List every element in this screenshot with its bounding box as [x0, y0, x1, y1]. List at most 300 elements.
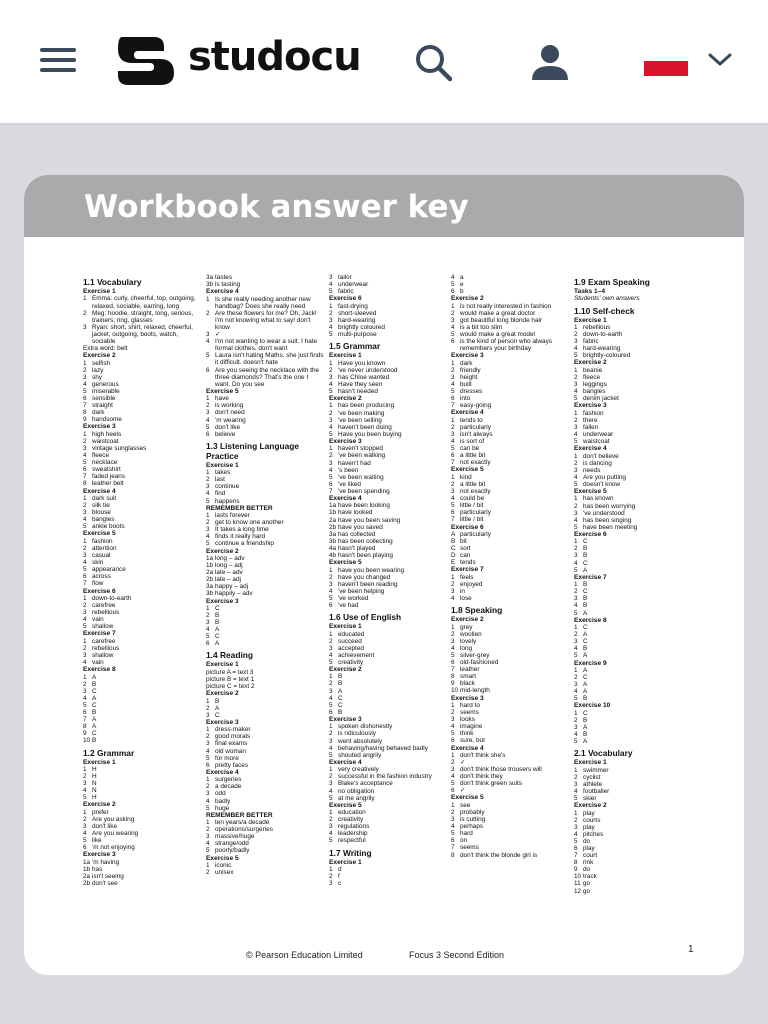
answer-text: enjoyed [460, 580, 483, 588]
answer-text: B [215, 619, 220, 627]
answer-line [451, 574, 571, 581]
answer-line [83, 367, 201, 374]
section-heading: 1.5 Grammar [329, 341, 381, 352]
answer-number: 3 [83, 822, 87, 830]
answer-number: 4 [83, 380, 87, 388]
answer-number: 1 [83, 494, 87, 502]
answer-line [574, 724, 692, 731]
answer-text: don't need [215, 409, 245, 417]
answer-line [451, 367, 571, 374]
answer-line [451, 381, 571, 388]
answer-number: 1 [206, 697, 210, 705]
answer-number: 5 [329, 794, 333, 802]
answer-number: 3 [451, 716, 455, 724]
answer-text: selfish [92, 359, 111, 367]
exercise-heading: Exercise 5 [329, 559, 362, 567]
answer-text: is the kind of person who always remembers your birthday [460, 338, 553, 353]
answer-line [206, 605, 324, 612]
answer-text: hard-wearing [583, 345, 621, 353]
answer-text: play [583, 823, 595, 831]
answer-text: B [583, 581, 588, 589]
answer-number: 1 [329, 302, 333, 310]
answer-number: 4 [329, 787, 333, 795]
answer-number: 1 [574, 709, 578, 717]
answer-line [206, 833, 324, 840]
exercise-heading: Exercise 7 [83, 630, 116, 638]
answer-text: don't like [215, 423, 241, 431]
answer-line [574, 552, 692, 559]
answer-line [329, 880, 447, 887]
answer-number: 3 [451, 373, 455, 381]
answer-number: 1b [206, 562, 214, 570]
answer-number: 3 [83, 609, 87, 617]
exercise-heading: Exercise 6 [83, 587, 116, 595]
answer-text: for more [215, 754, 239, 762]
answer-line [451, 509, 571, 516]
answer-text: B [583, 552, 588, 560]
answer-text: 've worked [338, 594, 369, 602]
brand-name[interactable]: studocu [188, 34, 361, 80]
answer-text: sort [460, 545, 471, 553]
answer-text: multi-purpose [338, 331, 377, 339]
answer-text: waistcoat [92, 437, 119, 445]
answer-text: have been looking [338, 502, 390, 510]
answer-number: 4 [451, 323, 455, 331]
answer-text: fabric [583, 338, 599, 346]
answer-text: ankle boots [92, 523, 125, 531]
answer-number: 3a [206, 274, 214, 281]
exercise-heading: Exercise 6 [574, 530, 607, 538]
answer-text: is ridiculously [338, 730, 377, 738]
answer-number: 2 [329, 680, 333, 688]
answer-number: 4 [329, 587, 333, 595]
search-icon[interactable] [411, 42, 455, 82]
answer-line [451, 324, 571, 331]
answer-text: haven't had [338, 459, 371, 467]
answer-number: 6 [451, 288, 455, 296]
answer-number: 4 [329, 423, 333, 431]
answer-note: picture A = text 3 [206, 668, 254, 676]
answer-number: 1 [329, 359, 333, 367]
answer-number: 5 [451, 730, 455, 738]
answer-text: is tasting [215, 281, 241, 289]
exercise-heading: Exercise 1 [206, 461, 239, 469]
answer-number: 4 [206, 533, 210, 541]
answer-text: don't think the blonde girl is [460, 851, 538, 859]
exercise-heading: Exercise 4 [206, 768, 239, 776]
answer-number: 2 [83, 309, 87, 317]
answer-line [329, 602, 447, 609]
answer-number: 10 [83, 737, 91, 745]
answer-line [83, 495, 201, 502]
answer-line [451, 716, 571, 723]
answer-number: 1 [574, 766, 578, 774]
answer-number: 7 [451, 516, 455, 524]
answer-text: skin [92, 559, 104, 567]
answer-line [329, 574, 447, 581]
answer-line [206, 826, 324, 833]
answer-number: 2a [83, 872, 91, 880]
answer-number: 4 [329, 744, 333, 752]
answer-number: 2 [451, 709, 455, 717]
answer-text: vintage sunglasses [92, 445, 147, 452]
answer-number: 1 [451, 473, 455, 481]
answer-line [574, 667, 692, 674]
exercise-heading: Exercise 5 [574, 488, 607, 495]
answer-text: is cutting [460, 816, 486, 824]
answer-text: fleece [583, 373, 601, 381]
user-icon[interactable] [528, 42, 572, 82]
answer-text: needs [583, 466, 601, 474]
answer-text: A [92, 716, 97, 724]
answer-number: 6 [206, 761, 210, 769]
answer-text: accepted [338, 644, 364, 652]
answer-text: kind [460, 473, 472, 481]
exercise-heading: Exercise 4 [329, 758, 362, 766]
answer-number: A [451, 530, 456, 538]
answer-line [574, 474, 692, 481]
answer-line [329, 873, 447, 880]
answer-number: 7 [329, 487, 333, 495]
answer-text: A [583, 609, 588, 617]
answer-line [451, 787, 571, 794]
answer-line [206, 819, 324, 826]
answer-number: 3 [574, 595, 578, 603]
answer-text: necklace [92, 459, 118, 467]
answer-line [329, 695, 447, 702]
answer-text: final exams [215, 740, 248, 748]
answer-text: haven't been doing [338, 423, 392, 431]
answer-line [83, 602, 201, 609]
answer-line [206, 633, 324, 640]
answer-line [574, 338, 692, 345]
answer-text: c [338, 880, 342, 888]
answer-text: court [583, 852, 598, 860]
exercise-heading: Exercise 4 [451, 744, 484, 752]
answer-number: 5 [451, 830, 455, 838]
answer-line [451, 395, 571, 402]
answer-text: play [583, 845, 595, 852]
answer-line [451, 531, 571, 538]
answer-text: 'm not enjoying [92, 844, 135, 852]
chevron-down-icon[interactable] [705, 50, 735, 70]
answer-text: could be [460, 495, 485, 503]
answer-number: 1 [83, 673, 87, 681]
answer-text: cyclist [583, 773, 601, 781]
answer-number: 6 [83, 573, 87, 581]
answer-text: H [92, 765, 97, 773]
answer-text: Are these flowers for me? Oh, Jack! I'm not knowing what to say! don't know [215, 309, 317, 331]
answer-line [451, 816, 571, 823]
answer-line [451, 474, 571, 481]
answer-text: A [92, 694, 97, 702]
answer-number: 1 [83, 430, 87, 438]
answer-line [329, 745, 447, 752]
answer-text: B [338, 708, 343, 716]
answer-line [83, 787, 201, 794]
answer-line [574, 710, 692, 717]
answer-text: lovely [460, 637, 477, 645]
answer-text: short-sleeved [338, 309, 377, 317]
answer-line [206, 712, 324, 719]
answer-number: 3 [329, 316, 333, 324]
answer-line [83, 730, 201, 737]
answer-line [83, 523, 201, 530]
answer-text: B [583, 695, 588, 703]
answer-line [574, 388, 692, 395]
answer-text: dark suit [92, 494, 117, 502]
answer-line [451, 417, 571, 424]
answer-text: late – adv [215, 569, 243, 577]
answer-line [451, 438, 571, 445]
answer-text: haven't stopped [338, 445, 383, 453]
studocu-logo-icon[interactable] [114, 35, 178, 87]
answer-line [451, 281, 571, 288]
answer-number: 5 [451, 388, 455, 396]
answer-line [83, 374, 201, 381]
answer-line [574, 581, 692, 588]
answer-line [83, 438, 201, 445]
answer-line [451, 659, 571, 666]
answer-text: silver-grey [460, 651, 490, 659]
answer-text: fleece [92, 452, 110, 460]
answer-line [574, 510, 692, 517]
answer-text: tailor [338, 274, 352, 281]
answer-number: 1 [329, 809, 333, 817]
answer-line [451, 809, 571, 816]
answer-number: 3b [206, 590, 214, 598]
answer-line [206, 733, 324, 740]
answer-text: haven't been reading [338, 580, 398, 588]
answer-text: d [338, 865, 342, 873]
answer-text: lazy [92, 366, 104, 374]
answer-text: vain [92, 659, 104, 667]
answer-line [574, 817, 692, 824]
answer-number: 4b [329, 552, 337, 560]
answer-number: 1 [329, 402, 333, 410]
exercise-heading: Exercise 2 [83, 801, 116, 809]
language-flag-icon[interactable] [644, 61, 688, 76]
section-heading: 1.6 Use of English [329, 612, 402, 623]
answer-number: 1 [329, 566, 333, 574]
answer-text: don't like [92, 822, 118, 830]
answer-number: 3b [329, 537, 337, 545]
answer-column [83, 274, 201, 887]
answer-text: A [583, 652, 588, 660]
answer-line [206, 490, 324, 497]
answer-number: 4 [206, 797, 210, 805]
answer-number: 5 [329, 837, 333, 845]
answer-line [329, 816, 447, 823]
answer-line [329, 809, 447, 816]
answer-number: 4 [83, 452, 87, 460]
answer-number: 4 [574, 559, 578, 567]
answer-text: C [92, 701, 97, 709]
answer-text: a little bit [460, 452, 486, 460]
answer-line [574, 524, 692, 531]
answer-line [574, 438, 692, 445]
answer-text: has known [583, 495, 614, 503]
answer-line [329, 474, 447, 481]
answer-text: feels [460, 573, 474, 581]
answer-text: A [92, 723, 97, 731]
answer-line [574, 560, 692, 567]
answer-text: underwear [338, 281, 369, 289]
answer-text: into [460, 395, 471, 403]
answer-line [83, 681, 201, 688]
answer-text: Is she really needing another new handbag? Does she really need [215, 295, 311, 310]
answer-number: 9 [574, 866, 578, 874]
answer-number: 3 [329, 459, 333, 467]
answer-number: 2 [574, 545, 578, 553]
answer-note: Extra word: belt [83, 345, 128, 353]
answer-line [451, 780, 571, 787]
answer-line [329, 502, 447, 509]
answer-text: athlete [583, 780, 603, 788]
answer-number: 1 [574, 409, 578, 417]
answer-number: 1 [83, 295, 87, 303]
answer-line [206, 431, 324, 438]
answer-number: 1 [83, 594, 87, 602]
answer-line [83, 502, 201, 509]
exercise-heading: Exercise 3 [329, 437, 362, 445]
answer-text: 's been [338, 466, 359, 474]
answer-number: 1 [329, 865, 333, 873]
answer-text: A [583, 688, 588, 696]
answer-text: C [583, 559, 588, 567]
answer-text: would make a great model [460, 331, 535, 339]
answer-number: 6 [206, 430, 210, 438]
answer-line [329, 795, 447, 802]
answer-line [574, 781, 692, 788]
answer-line [329, 788, 447, 795]
answer-line [206, 424, 324, 431]
answer-number: 1 [206, 776, 210, 784]
answer-line [206, 740, 324, 747]
answer-text: 've never understood [338, 366, 398, 374]
answer-text: is dancing [583, 459, 612, 467]
answer-text: casual [92, 552, 111, 560]
answer-line [83, 473, 201, 480]
answer-number: 2 [451, 480, 455, 488]
answer-number: 3 [574, 466, 578, 474]
answer-text: 've been walking [338, 452, 386, 460]
answer-text: respectful [338, 837, 366, 845]
answer-text: Blake's acceptance [338, 780, 393, 788]
answer-text: have looked [338, 509, 373, 517]
answer-line [574, 331, 692, 338]
answer-number: 2 [206, 826, 210, 834]
answer-line [574, 595, 692, 602]
answer-number: 1 [451, 416, 455, 424]
answer-text: pretty faces [215, 761, 249, 769]
exercise-heading: Exercise 1 [574, 759, 607, 767]
answer-text: woollen [460, 630, 482, 638]
answer-line [83, 445, 201, 452]
answer-number: 2 [329, 730, 333, 738]
answer-text: think [460, 730, 474, 738]
exercise-heading: Exercise 3 [83, 423, 116, 431]
answer-text: badly [215, 797, 231, 805]
answer-text: imagine [460, 723, 483, 731]
answer-text: is a bit too slim [460, 323, 503, 331]
answer-number: 3 [206, 619, 210, 627]
answer-text: flow [92, 580, 104, 588]
answer-text: creativity [338, 816, 364, 824]
answer-number: 8 [83, 409, 87, 417]
answer-line [206, 755, 324, 762]
answer-text: get to know one another [215, 519, 284, 527]
answer-text: at me angrily [338, 794, 375, 802]
answer-text: Have you been buying [338, 430, 402, 438]
answer-text: hard to [460, 701, 480, 709]
answer-text: can be [460, 445, 480, 453]
answer-text: leggings [583, 380, 607, 388]
answer-note: picture C = text 2 [206, 683, 255, 691]
answer-number: 3 [83, 687, 87, 695]
answer-text: Have they seen [338, 380, 383, 388]
answer-number: 4 [206, 747, 210, 755]
answer-number: 2b [83, 880, 91, 888]
answer-text: succeed [338, 637, 362, 645]
answer-number: 3 [83, 651, 87, 659]
answer-number: 3 [451, 588, 455, 595]
answer-number: 5 [574, 566, 578, 574]
answer-text: takes [215, 469, 231, 477]
answer-line [451, 759, 571, 766]
answer-line [206, 576, 324, 583]
answer-column [574, 274, 692, 895]
answer-line [574, 681, 692, 688]
answer-line [206, 805, 324, 812]
answer-line [83, 409, 201, 416]
answer-text: on [460, 837, 468, 845]
answer-number: 4 [329, 281, 333, 289]
answer-line [206, 612, 324, 619]
answer-text: long – adj [215, 562, 243, 570]
answer-line [206, 847, 324, 854]
answer-line [574, 695, 692, 702]
answer-text: like [92, 837, 102, 845]
answer-number: 2 [329, 452, 333, 460]
section-heading: 1.4 Reading [206, 650, 254, 661]
answer-line [83, 623, 201, 630]
answer-number: 2 [574, 459, 578, 467]
hamburger-icon[interactable] [40, 44, 78, 76]
answer-line [83, 452, 201, 459]
answer-text: do [583, 866, 591, 874]
answer-text: no obligation [338, 787, 375, 795]
answer-line [329, 588, 447, 595]
answer-number: 1b [329, 509, 337, 517]
section-heading: 1.10 Self-check [574, 305, 635, 316]
answer-line [83, 688, 201, 695]
answer-text: 've been waiting [338, 473, 384, 481]
answer-text: A [583, 723, 588, 731]
answer-number: 3 [83, 552, 87, 560]
answer-text: has been producing [338, 402, 395, 410]
answer-text: B [215, 612, 220, 619]
answer-text: prefer [92, 808, 109, 816]
answer-number: 4 [206, 338, 210, 346]
answer-number: 3 [329, 373, 333, 381]
answer-line [83, 552, 201, 559]
answer-number: 2 [206, 612, 210, 619]
section-heading: 1.2 Grammar [83, 747, 135, 758]
answer-number: 5 [83, 459, 87, 467]
exercise-heading: Exercise 5 [329, 801, 362, 809]
answer-text: A [215, 640, 220, 648]
